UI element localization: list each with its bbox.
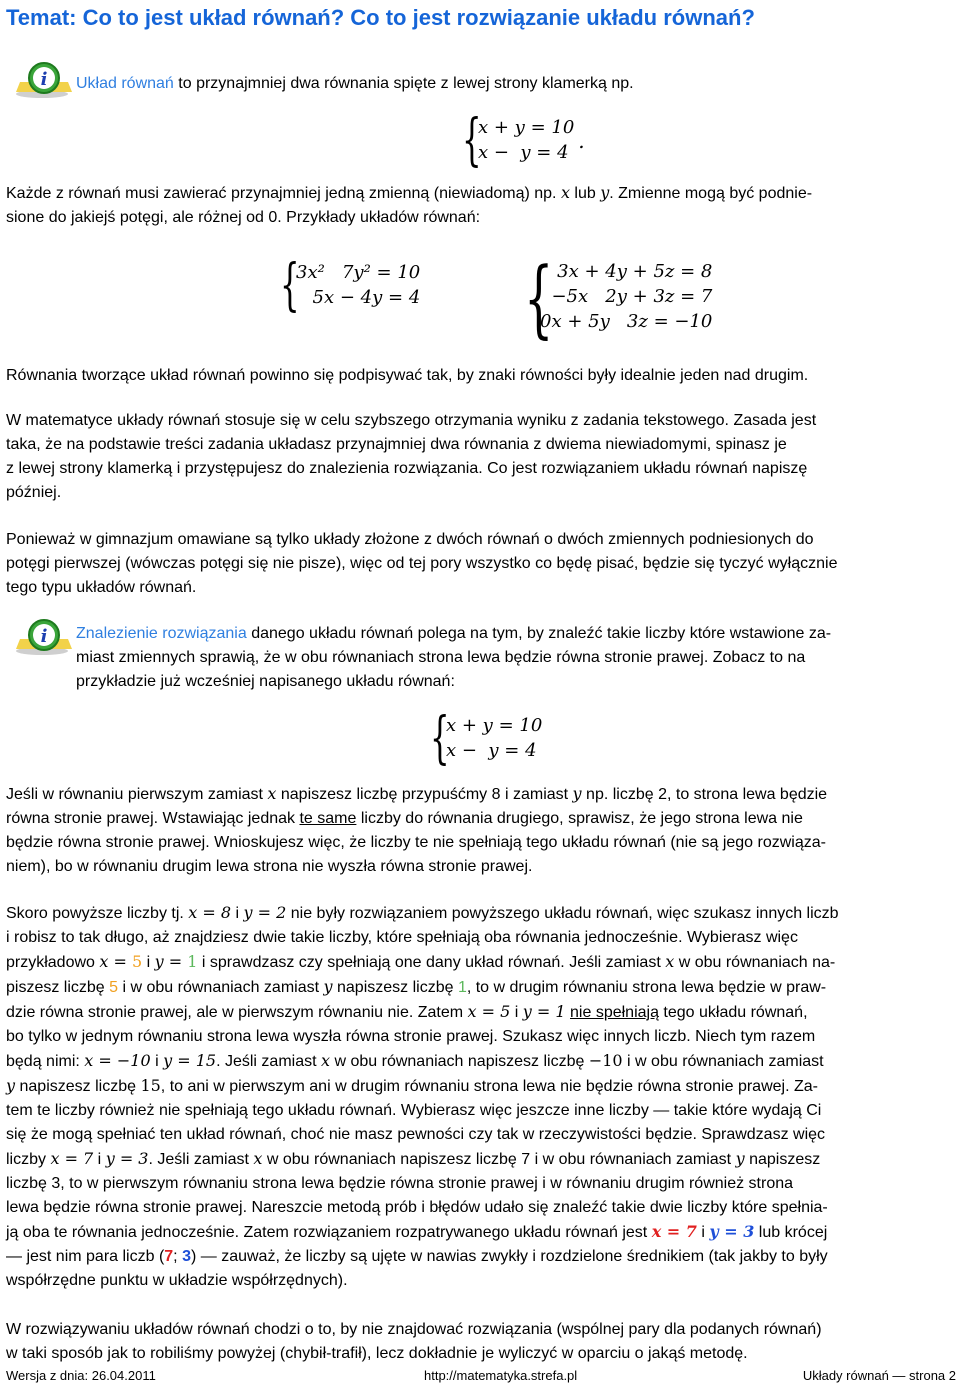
footer-fine-print: [6, 1384, 526, 1391]
info2-text: Znalezienie rozwiązania danego układu równań polega na tym, by znaleźć takie liczby które wstawione za- miast zmiennych sprawią, że w obu równaniach strona lewa będzie równa stronie prawej. Zobacz to na przykładzie już wcześniej napisanego układu równań:: [76, 625, 832, 690]
footer-page: Układy równań — strona 2: [802, 1368, 956, 1383]
paragraph-2: Równania tworzące układ równań powinno się podpisywać tak, by znaki równości były idealnie jeden nad drugim.: [6, 367, 809, 384]
term-uklad-rownan: Układ równań: [76, 75, 174, 92]
equation: x + y = 10: [478, 117, 575, 138]
svg-text:i: i: [40, 69, 48, 90]
info1-text: Układ równań to przynajmniej dwa równania spięte z lewej strony klamerką np.: [76, 75, 634, 92]
paragraph-5: Jeśli w równaniu pierwszym zamiast x napiszesz liczbę przypuśćmy 8 i zamiast y np. liczbę 2, to strona lewa będzie równa stronie prawej. Wstawiając jednak te same liczby do równania drugiego, sprawisz, że jego strona lewa nie będzie równa stronie prawej. Wnioskujesz więc, że liczby te nie spełniają tego układu równań (nie są jego rozwiąza- niem), bo w równaniu drugim lewa strona nie wyszła równa stronie prawej.: [6, 784, 828, 875]
svg-text:i: i: [40, 626, 48, 647]
brace: {: [430, 706, 450, 771]
info-icon: [14, 617, 78, 657]
equation: 0x + 5y 3z = −10: [540, 311, 713, 332]
solution-y: y = 3: [709, 1222, 755, 1241]
page-title: Temat: Co to jest układ równań? Co to jest rozwiązanie układu równań?: [6, 5, 755, 30]
paragraph-1: Każde z równań musi zawierać przynajmniej jedną zmienną (niewiadomą) np. x lub y. Zmienne mogą być podnie- sione do jakiejś potęgi, ale różnej od 0. Przykłady układów równań:: [6, 183, 813, 226]
brace: {: [524, 249, 554, 347]
term-znalezienie-rozwiazania: Znalezienie rozwiązania: [76, 625, 247, 642]
paragraph-4: Ponieważ w gimnazjum omawiane są tylko układy złożone z dwóch równań o dwóch zmiennych podniesionych do potęgi pierwszej (wówczas potęgi się nie pisze), więc od tej pory wszystko co będę pisać, będzie się tyczyć wyłącznie tego typu układów równań.: [6, 531, 838, 596]
equation: 5x − 4y = 4: [301, 287, 421, 308]
info-icon: [14, 60, 78, 100]
equation: 3x² 7y² = 10: [296, 262, 421, 283]
paragraph-3: W matematyce układy równań stosuje się w celu szybszego otrzymania wyniku z zadania tekstowego. Zasada jest taka, że na podstawie treści zadania układasz przynajmniej dwa równania z dwiema niewiadomymi, spinasz je z lewej strony klamerką i przystępujesz do znalezienia rozwiązania. Co jest rozwiązaniem układu równań napiszę później.: [6, 412, 817, 501]
equation-system-1: { x + y = 10 x − y = 4 .: [462, 108, 585, 173]
brace: {: [280, 253, 300, 318]
equation: −5x 2y + 3z = 7: [551, 286, 713, 307]
equation: x + y = 10: [446, 715, 543, 736]
equation-system-4: [430, 706, 543, 771]
footer-version: Wersja z dnia: 26.04.2011: [6, 1368, 156, 1383]
paragraph-6: Skoro powyższe liczby tj. x = 8 i y = 2 nie były rozwiązaniem powyższego układu równań, więc szukasz innych liczb i robisz to tak długo, aż znajdziesz dwie takie liczby, które spełniają oba równania jednocześnie. Wybierasz więc przykładowo x = 5 i y = 1 i sprawdzasz czy spełniają one dany układ równań. Jeśli zamiast x w obu równaniach na- piszesz liczbę 5 i w obu równaniach zamiast y napiszesz liczbę 1, to w drugim równaniu strona lewa będzie w praw- dzie równa stronie prawej, ale w pierwszym równaniu nie. Zatem x = 5 i y = 1 nie spełniają tego układu równań, bo tylko w jednym równaniu strona lewa wyszła równa stronie prawej. Szukasz więc innych liczb. Niech tym razem będą nimi: x = −10 i y = 15. Jeśli zamiast x w obu równaniach napiszesz liczbę −10 i w obu równaniach zamiast y napiszesz liczbę 15, to ani w pierwszym ani w drugim równaniu strona lewa nie będzie równa stronie prawej. Za- tem te liczby również nie spełniają tego układu równań. Wybierasz więc jeszcze inne liczby — takie które wydają Ci się że mogą spełniać ten układ równań, choć nie masz pewności czy tak w rzeczywistości będzie. Sprawdzasz więc liczby x = 7 i y = 3. Jeśli zamiast x w obu równaniach napiszesz liczbę 7 i w obu równaniach zamiast y napiszesz liczbę 3, to w pierwszym równaniu strona lewa będzie równa stronie prawej i w równaniu drugim również strona lewa będzie równa stronie prawej. Nareszcie metodą prób i błędów udało się znaleźć takie dwie liczby które spełnia- ją oba te równania jednocześnie. Zatem rozwiązaniem rozpatrywanego układu równań jest x = 7 i y = 3 lub krócej — jest nim para liczb (7; 3) — zauważ, że liczby są ujęte w nawias zwykły i rozdzielone średnikiem (tak jakby to były współrzędne punktu w układzie współrzędnych).: [6, 903, 839, 1289]
equation-system-3: [524, 249, 713, 347]
footer-url[interactable]: http://matematyka.strefa.pl: [424, 1368, 578, 1383]
equation: x − y = 4: [478, 142, 575, 163]
equation-system-2: [280, 253, 421, 318]
brace: {: [462, 108, 482, 173]
equation: x − y = 4: [446, 740, 537, 761]
paragraph-7: W rozwiązywaniu układów równań chodzi o to, by nie znajdować rozwiązania (wspólnej pary dla podanych równań) w taki sposób jak to robiliśmy powyżej (chybił-trafił), lecz dokładnie je wyliczyć w oparciu o jakąś metodę.: [6, 1321, 822, 1362]
equation: 3x + 4y + 5z = 8: [557, 261, 713, 282]
solution-x: x = 7: [651, 1222, 697, 1241]
